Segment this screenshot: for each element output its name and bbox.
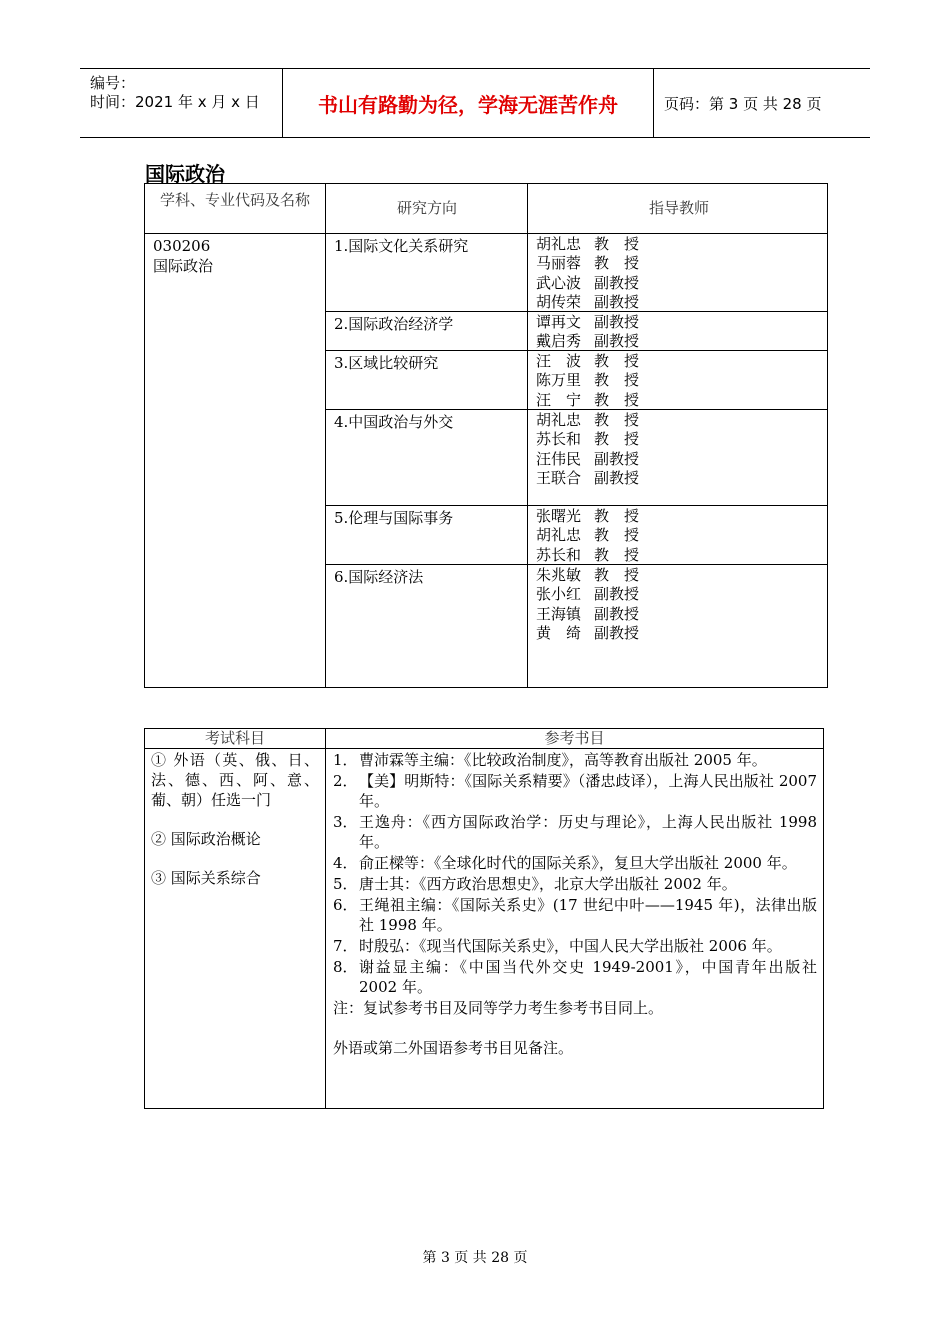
research-direction: 5.伦理与国际事务 <box>334 509 454 527</box>
reference-number: 1． <box>333 751 358 769</box>
reference-number: 7． <box>333 937 358 955</box>
program-code: 030206 <box>153 237 211 255</box>
teacher-list <box>536 313 639 352</box>
teacher-list <box>536 566 639 644</box>
teacher-name: 戴启秀 <box>536 332 582 351</box>
reference-item <box>333 957 817 997</box>
teacher-name: 马丽蓉 <box>536 254 582 273</box>
teacher-name: 武心波 <box>536 273 582 292</box>
reference-number: 4． <box>333 854 358 872</box>
research-direction: 3.区域比较研究 <box>334 354 439 372</box>
teacher-title: 副教授 <box>594 585 640 604</box>
reference-text: 王逸舟：《西方国际政治学：历史与理论》，上海人民出版社 1998 年。 <box>359 813 817 851</box>
teacher-name: 陈万里 <box>536 371 582 390</box>
teacher-row <box>536 450 639 469</box>
teacher-name: 胡传荣 <box>536 293 582 312</box>
reference-list <box>333 750 817 1058</box>
exam-table <box>144 728 824 1109</box>
research-direction: 1.国际文化关系研究 <box>334 237 469 255</box>
reference-text: 俞正樑等：《全球化时代的国际关系》，复旦大学出版社 2000 年。 <box>359 854 797 872</box>
header-references: 参考书目 <box>544 729 605 747</box>
reference-text: 时殷弘：《现当代国际关系史》，中国人民大学出版社 2006 年。 <box>359 937 782 955</box>
reference-number: 3． <box>333 813 358 831</box>
teacher-row <box>536 605 639 624</box>
teacher-row <box>536 585 639 604</box>
teacher-row <box>536 293 639 312</box>
research-direction: 4.中国政治与外交 <box>334 413 454 431</box>
document-time: 时间：2021 年 x 月 x 日 <box>90 93 260 111</box>
teacher-row <box>536 430 639 449</box>
teacher-row <box>536 371 639 390</box>
teacher-name: 胡礼忠 <box>536 235 582 253</box>
program-name: 国际政治 <box>153 257 214 275</box>
teacher-row <box>536 391 639 410</box>
teacher-name: 王联合 <box>536 469 582 488</box>
teacher-title: 教 授 <box>594 371 640 390</box>
reference-item <box>333 936 817 956</box>
header-info-cell <box>80 69 283 137</box>
reference-text: 曹沛霖等主编：《比较政治制度》，高等教育出版社 2005 年。 <box>359 751 767 769</box>
reference-item <box>333 812 817 852</box>
reference-number: 2． <box>333 772 358 790</box>
teacher-name: 苏长和 <box>536 430 582 449</box>
teacher-row <box>536 313 639 332</box>
teacher-name: 张曙光 <box>536 507 582 525</box>
teacher-title: 教 授 <box>594 545 640 564</box>
reference-text: 王绳祖主编：《国际关系史》(17 世纪中叶——1945 年)，法律出版社 1998 年。 <box>359 896 817 934</box>
teacher-row <box>536 546 639 565</box>
foreign-language-note: 外语或第二外国语参考书目见备注。 <box>333 1039 574 1057</box>
section-title: 国际政治 <box>145 162 225 186</box>
teacher-title: 教 授 <box>594 352 640 370</box>
reference-item <box>333 853 817 873</box>
teacher-title: 教 授 <box>594 235 640 253</box>
exam-subjects <box>151 750 319 888</box>
teacher-name: 谭再文 <box>536 313 582 331</box>
teacher-row <box>536 274 639 293</box>
teacher-row <box>536 235 639 254</box>
teacher-name: 王海镇 <box>536 604 582 623</box>
teacher-row <box>536 507 639 526</box>
reference-item <box>333 874 817 894</box>
document-number-label: 编号： <box>90 74 136 92</box>
teacher-name: 汪 波 <box>536 352 582 370</box>
teacher-name: 苏长和 <box>536 545 582 564</box>
reference-note: 注：复试参考书目及同等学力考生参考书目同上。 <box>333 999 664 1017</box>
research-direction: 2.国际政治经济学 <box>334 315 454 333</box>
reference-number: 8． <box>333 958 358 976</box>
reference-item <box>333 771 817 811</box>
teacher-row <box>536 411 639 430</box>
research-direction: 6.国际经济法 <box>334 568 424 586</box>
program-table <box>144 183 828 688</box>
teacher-title: 副教授 <box>594 273 640 292</box>
teacher-row <box>536 332 639 351</box>
header-slogan: 书山有路勤为径，学海无涯苦作舟 <box>283 69 654 137</box>
teacher-title: 副教授 <box>594 624 640 643</box>
teacher-name: 胡礼忠 <box>536 411 582 429</box>
page-footer: 第 3 页 共 28 页 <box>422 1250 528 1266</box>
teacher-title: 教 授 <box>594 390 640 409</box>
teacher-list <box>536 411 639 489</box>
teacher-name: 朱兆敏 <box>536 566 582 584</box>
teacher-list <box>536 507 639 565</box>
teacher-title: 副教授 <box>594 449 640 468</box>
teacher-list <box>536 235 639 313</box>
teacher-row <box>536 469 639 488</box>
reference-number: 6． <box>333 896 358 914</box>
header-program: 学科、专业代码及名称 <box>159 191 310 209</box>
reference-item <box>333 750 817 770</box>
teacher-title: 副教授 <box>594 293 640 312</box>
header-page-number: 页码：第 3 页 共 28 页 <box>664 94 822 113</box>
teacher-title: 教 授 <box>594 526 640 545</box>
teacher-title: 副教授 <box>594 313 640 331</box>
subject-2: ② 国际政治概论 <box>151 830 261 848</box>
teacher-list <box>536 352 639 410</box>
header-exam-subjects: 考试科目 <box>204 729 265 747</box>
teacher-title: 副教授 <box>594 604 640 623</box>
teacher-name: 胡礼忠 <box>536 526 582 545</box>
teacher-name: 汪 宁 <box>536 390 582 409</box>
subject-3: ③ 国际关系综合 <box>151 869 261 887</box>
teacher-row <box>536 254 639 273</box>
program-cell <box>153 236 213 276</box>
teacher-row <box>536 566 639 585</box>
subject-1: ① 外语（英、俄、日、法、德、西、阿、意、葡、朝）任选一门 <box>151 751 319 809</box>
teacher-row <box>536 624 639 643</box>
teacher-title: 教 授 <box>594 507 640 525</box>
header-teachers: 指导教师 <box>648 199 709 217</box>
teacher-name: 汪伟民 <box>536 449 582 468</box>
reference-number: 5． <box>333 875 358 893</box>
page-header <box>80 68 870 138</box>
teacher-row <box>536 352 639 371</box>
teacher-title: 教 授 <box>594 254 640 273</box>
reference-item <box>333 895 817 935</box>
teacher-title: 教 授 <box>594 411 640 429</box>
teacher-title: 教 授 <box>594 430 640 449</box>
teacher-name: 黄 绮 <box>536 624 582 643</box>
header-direction: 研究方向 <box>396 199 457 217</box>
reference-text: 唐士其：《西方政治思想史》，北京大学出版社 2002 年。 <box>359 875 737 893</box>
teacher-name: 张小红 <box>536 585 582 604</box>
reference-text: 谢益显主编：《中国当代外交史 1949-2001》，中国青年出版社 2002 年。 <box>359 958 817 996</box>
teacher-row <box>536 526 639 545</box>
teacher-title: 副教授 <box>594 332 640 351</box>
reference-text: 【美】明斯特：《国际关系精要》（潘忠歧译），上海人民出版社 2007 年。 <box>359 772 817 810</box>
teacher-title: 副教授 <box>594 469 640 488</box>
teacher-title: 教 授 <box>594 566 640 584</box>
